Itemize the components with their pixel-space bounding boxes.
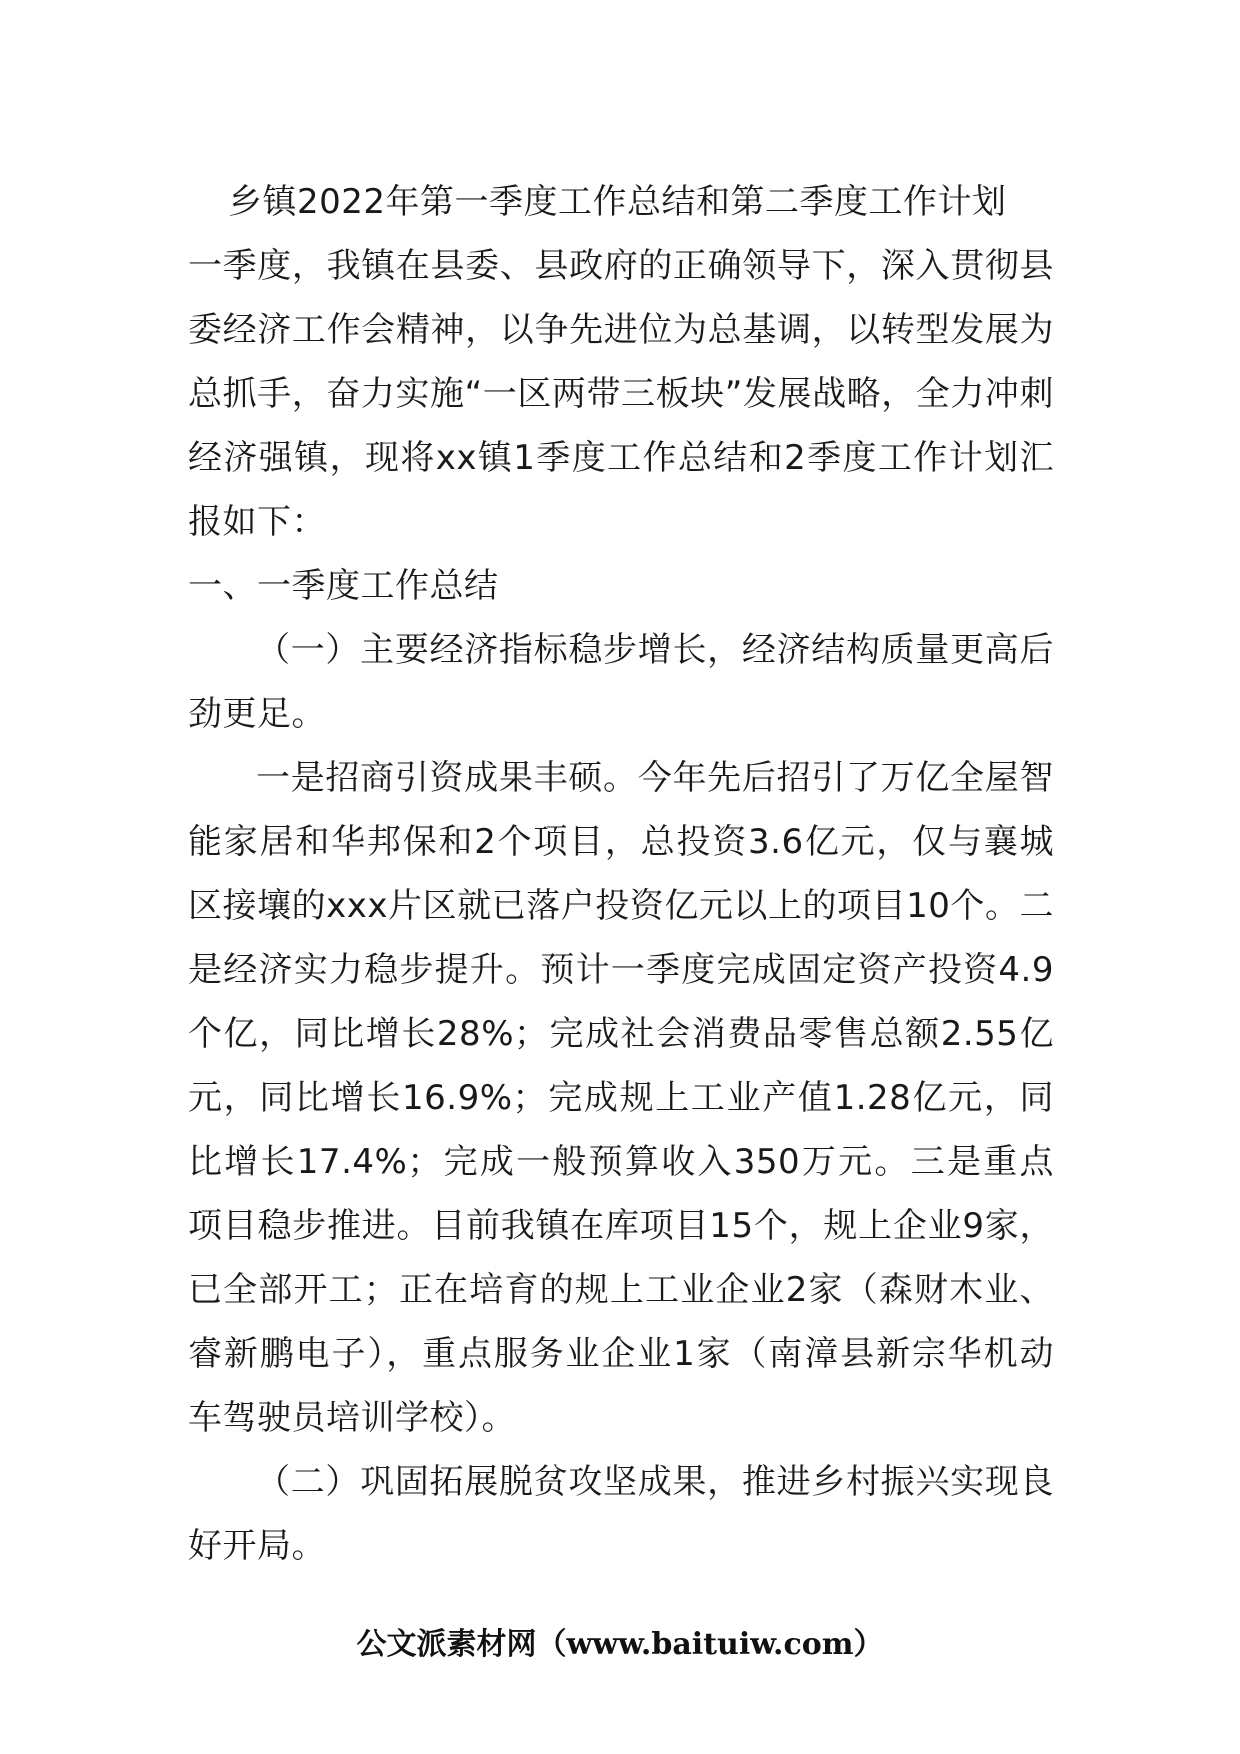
section-heading-1: 一、一季度工作总结 [188,566,499,606]
subsection-body-1: 一是招商引资成果丰硕。今年先后招引了万亿全屋智能家居和华邦保和2个项目，总投资3.6亿元，仅与襄城区接壤的xxx片区就已落户投资亿元以上的项目10个。二是经济实力稳步提升。预计一季度完成固定资产投资4.9个亿，同比增长28%；完成社会消费品零售总额2.55亿元，同比增长16.9%；完成规上工业产值1.28亿元，同比增长17.4%；完成一般预算收入350万元。三是重点项目稳步推进。目前我镇在库项目15个，规上企业9家，已全部开工；正在培育的规上工业企业2家（森财木业、睿新鹏电子），重点服务业企业1家（南漳县新宗华机动车驾驶员培训学校）。 [188,758,1054,1438]
document-body [188,170,1054,1578]
footer-watermark: 公文派素材网（www.baituiw.com） [356,1627,884,1662]
subsection-heading-2: （二）巩固拓展脱贫攻坚成果，推进乡村振兴实现良好开局。 [188,1462,1054,1566]
subsection-heading-1: （一）主要经济指标稳步增长，经济结构质量更高后劲更足。 [188,630,1054,734]
document-title: 乡镇2022年第一季度工作总结和第二季度工作计划 [228,182,1007,222]
intro-paragraph: 一季度，我镇在县委、县政府的正确领导下，深入贯彻县委经济工作会精神，以争先进位为总基调，以转型发展为总抓手，奋力实施“一区两带三板块”发展战略，全力冲刺经济强镇，现将xx镇1季度工作总结和2季度工作计划汇报如下： [188,246,1054,542]
